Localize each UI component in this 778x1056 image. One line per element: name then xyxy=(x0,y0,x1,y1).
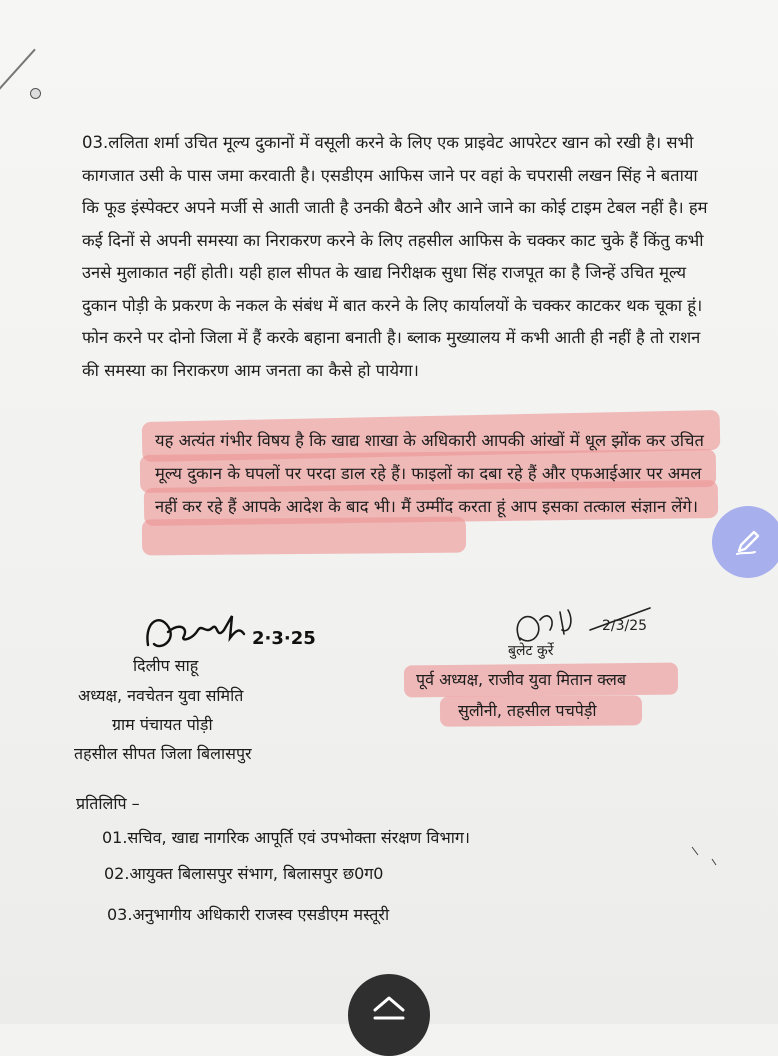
right-signatory-post: पूर्व अध्यक्ष, राजीव युवा मितान क्लब xyxy=(416,670,626,689)
copy-item-2: 02.आयुक्त बिलासपुर संभाग, बिलासपुर छ0ग0 xyxy=(104,864,384,883)
paper-specks xyxy=(690,845,730,875)
signature-date-right: 2/3/25 xyxy=(602,618,648,634)
copy-heading: प्रतिलिपि – xyxy=(76,794,140,813)
left-signatory-village: ग्राम पंचायत पोड़ी xyxy=(112,715,213,734)
pen-icon xyxy=(731,525,765,559)
scroll-to-top-button[interactable] xyxy=(348,974,430,1056)
right-signatory-place: सुलौनी, तहसील पचपेड़ी xyxy=(458,701,597,720)
signature-dilip xyxy=(140,600,340,660)
signature-date-left: 2·3·25 xyxy=(252,628,316,649)
highlighted-paragraph: यह अत्यंत गंभीर विषय है कि खाद्य शाखा के अधिकारी आपकी आंखों में धूल झोंक कर उचित मूल्य दुकान के घपलों पर परदा डाल रहे हैं। फाइलों का दबा रहे हैं और एफआईआर पर अमल नहीं कर रहे हैं आपके आदेश के बाद भी। मैं उम्मींद करता हूं आप इसका तत्काल संज्ञान लेंगे। xyxy=(155,431,704,516)
pin-dot xyxy=(30,88,41,99)
copy-item-1: 01.सचिव, खाद्य नागरिक आपूर्ति एवं उपभोक्ता संरक्षण विभाग। xyxy=(102,828,470,847)
left-signatory-name: दिलीप साहू xyxy=(133,656,199,675)
right-signatory-name: बुलेट कुर्रे xyxy=(508,643,554,659)
complaint-paragraph-3: 03.ललिता शर्मा उचित मूल्य दुकानों में वसूली करने के लिए एक प्राइवेट आपरेटर खान को रखी है। सभी कागजात उसी के पास जमा करवाती है। एसडीएम आफिस जाने पर वहां के चपरासी लखन सिंह ने बताया कि फूड इंस्पेक्टर अपने मर्जी से आती जाती है उनकी बैठने और आने जाने का कोई टाइम टेबल नहीं है। हम कई दिनों से अपनी समस्या का निराकरण करने के लिए तहसील आफिस के चक्कर काट चुके हैं किंतु कभी उनसे मुलाकात नहीं होती। यही हाल सीपत के खाद्य निरीक्षक सुधा सिंह राजपूत का है जिन्हें उचित मूल्य दुकान पोड़ी के प्रकरण के नकल के संबंध में बात करने के लिए कार्यालयों के चक्कर काटकर थक चूका हूं। फोन करने पर दोनो जिला में हैं करके बहाना बनाती है। ब्लाक मुख्यालय में कभी आती ही नहीं है तो राशन की समस्या का निराकरण आम जनता का कैसे हो पायेगा। xyxy=(82,133,708,380)
copy-item-3: 03.अनुभागीय अधिकारी राजस्व एसडीएम मस्तूरी xyxy=(107,905,390,924)
chevron-up-icon xyxy=(369,992,409,1022)
left-signatory-post: अध्यक्ष, नवचेतन युवा समिति xyxy=(78,686,244,705)
left-signatory-district: तहसील सीपत जिला बिलासपुर xyxy=(74,744,252,763)
annotate-pen-button[interactable] xyxy=(712,506,778,578)
